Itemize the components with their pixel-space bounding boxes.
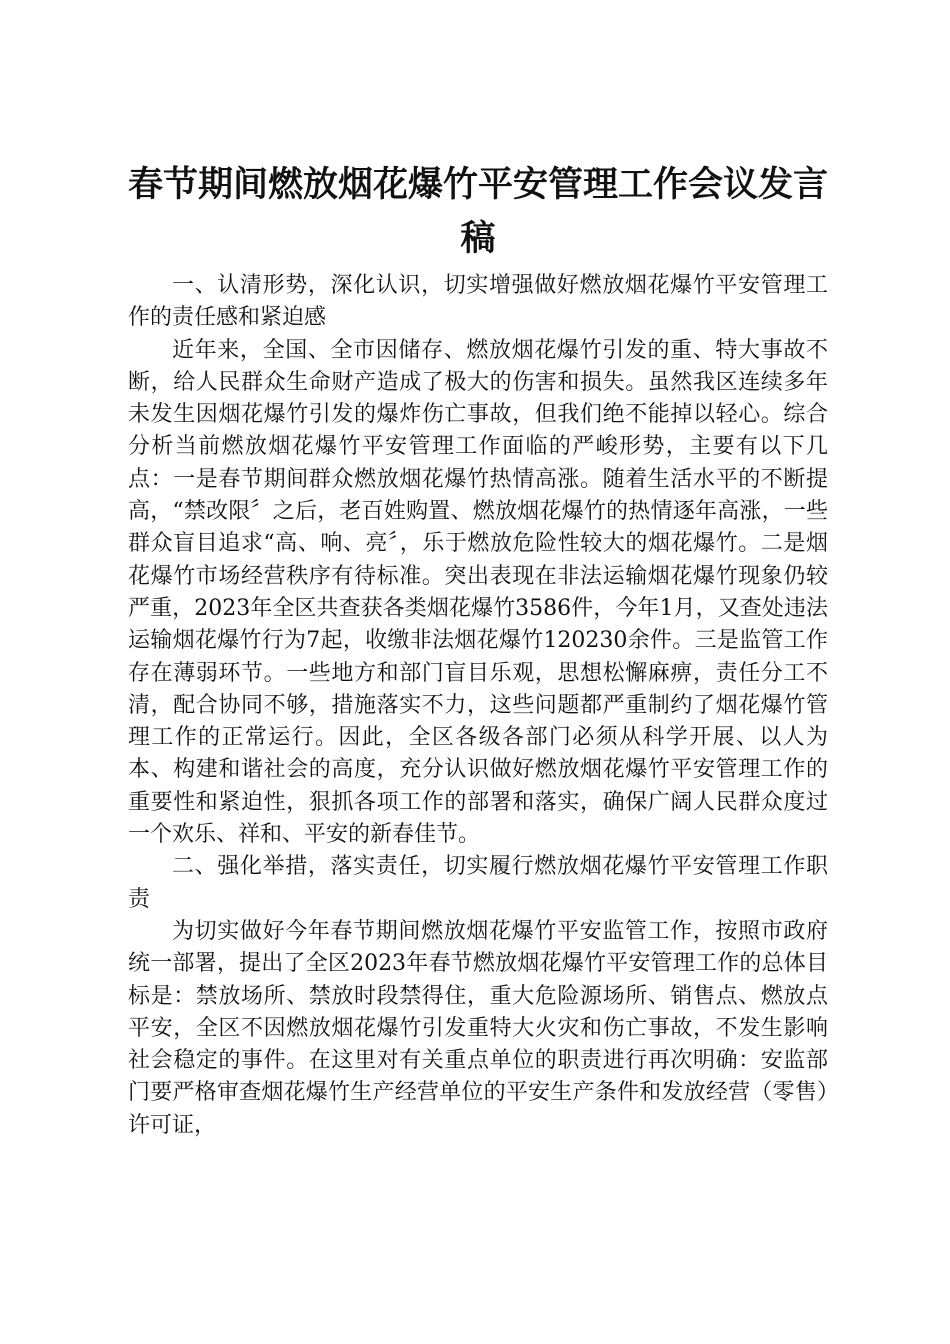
section-heading-2: 二、强化举措，落实责任，切实履行燃放烟花爆竹平安管理工作职责 [128,854,828,912]
section-heading-1: 一、认清形势，深化认识，切实增强做好燃放烟花爆竹平安管理工作的责任感和紧迫感 [128,273,828,331]
document-page [128,158,828,1142]
body-paragraph-1: 近年来，全国、全市因储存、燃放烟花爆竹引发的重、特大事故不断，给人民群众生命财产造成了极大的伤害和损失。虽然我区连续多年未发生因烟花爆竹引发的爆炸伤亡事故，但我们绝不能掉以轻心。综合分析当前燃放烟花爆竹平安管理工作面临的严峻形势，主要有以下几点：一是春节期间群众燃放烟花爆竹热情高涨。随着生活水平的不断提高，“禁改限〞之后，老百姓购置、燃放烟花爆竹的热情逐年高涨，一些群众盲目追求“高、响、亮〞，乐于燃放危险性较大的烟花爆竹。二是烟花爆竹市场经营秩序有待标准。突出表现在非法运输烟花爆竹现象仍较严重，2023年全区共查获各类烟花爆竹3586件，今年1月，又查处违法运输烟花爆竹行为7起，收缴非法烟花爆竹120230余件。三是监管工作存在薄弱环节。一些地方和部门盲目乐观，思想松懈麻痹，责任分工不清，配合协同不够，措施落实不力，这些问题都严重制约了烟花爆竹管理工作的正常运行。因此，全区各级各部门必须从科学开展、以人为本、构建和谐社会的高度，充分认识做好燃放烟花爆竹平安管理工作的重要性和紧迫性，狠抓各项工作的部署和落实，确保广阔人民群众度过一个欢乐、祥和、平安的新春佳节。 [128,337,828,848]
document-title: 春节期间燃放烟花爆竹平安管理工作会议发言稿 [128,165,829,259]
body-paragraph-2: 为切实做好今年春节期间燃放烟花爆竹平安监管工作，按照市政府统一部署，提出了全区2023年春节燃放烟花爆竹平安管理工作的总体目标是：禁放场所、禁放时段禁得住，重大危险源场所、销售点、燃放点平安，全区不因燃放烟花爆竹引发重特大火灾和伤亡事故，不发生影响社会稳定的事件。在这里对有关重点单位的职责进行再次明确：安监部门要严格审查烟花爆竹生产经营单位的平安生产条件和发放经营（零售）许可证， [128,918,828,1138]
